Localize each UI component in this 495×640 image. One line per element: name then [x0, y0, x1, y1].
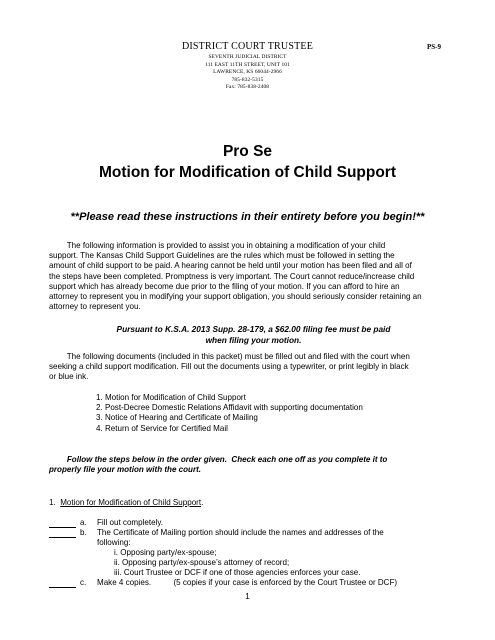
item-text: Make 4 copies. (5 copies if your case is enforced by the Court Trustee or DCF) — [97, 578, 398, 587]
sub-item: ii. Opposing party/ex-spouse’s attorney of record; — [114, 558, 290, 567]
list-item: 2. Post-Decree Domestic Relations Affidavit with supporting documentation — [96, 403, 363, 413]
item-text-continuation: following: — [97, 538, 131, 547]
list-item: 1. Motion for Modification of Child Support — [96, 393, 246, 402]
paragraph-line: support. The Kansas Child Support Guidelines are the rules which must be followed in setting the — [49, 251, 395, 261]
check-blank[interactable] — [49, 519, 76, 528]
paragraph-line: support which has already become due prior to the filing of your motion. If you can afford to hire an — [49, 281, 400, 291]
steps-line-2: properly file your motion with the court. — [49, 465, 202, 475]
address-line: LAWRENCE, KS 66044-2966 — [213, 69, 282, 75]
address-line: Fax: 785-838-2408 — [225, 84, 270, 90]
filing-fee-notice — [49, 324, 458, 345]
steps-line-1: Follow the steps below in the order given. Check each one off as you complete it to — [49, 455, 388, 464]
list-item: 4. Return of Service for Certified Mail — [96, 423, 228, 433]
title-line-1: Pro Se — [222, 143, 273, 160]
address-line: 785-832-5315 — [231, 76, 264, 83]
section-1-heading — [49, 498, 203, 507]
documents-paragraph — [49, 352, 458, 383]
check-blank[interactable] — [49, 529, 76, 538]
read-instructions-notice: **Please read these instructions in their entirety before you begin!** — [70, 211, 425, 223]
documents-list — [96, 393, 363, 434]
section-label: Motion for Modification of Child Support — [60, 498, 202, 507]
check-blank[interactable] — [49, 579, 76, 588]
form-code: PS-9 — [427, 43, 441, 51]
page-number: 1 — [245, 592, 250, 601]
address-line: SEVENTH JUDICIAL DISTRICT — [208, 54, 287, 60]
title-line-2: Motion for Modification of Child Support — [98, 164, 397, 181]
sub-item: iii. Court Trustee or DCF if one of those agencies enforces your case. — [114, 568, 361, 577]
item-letter: a. — [80, 518, 87, 527]
paragraph-line: The following documents (included in this packet) must be filled out and filed with the court when — [49, 352, 410, 361]
paragraph-line: attorney to represent you in modifying your support obligation, you should seriously consider retaining an — [49, 292, 422, 302]
steps-instructions — [49, 455, 469, 475]
item-letter: b. — [80, 528, 87, 537]
section-suffix: . — [201, 498, 204, 507]
paragraph-line: the steps have been completed. Promptness is very important. The Court cannot reduce/increase child — [49, 271, 415, 281]
paragraph-line: or blue ink. — [49, 372, 89, 382]
section-number: 1. — [49, 498, 56, 507]
paragraph-line: The following information is provided to assist you in obtaining a modification of your child — [49, 241, 386, 250]
paragraph-line: seeking a child support modification. Fill out the documents using a typewriter, or print legibly in black — [49, 362, 409, 372]
address-block — [0, 54, 495, 92]
fee-line-2: when filing your motion. — [205, 334, 302, 345]
page-title — [0, 141, 495, 183]
org-name: DISTRICT COURT TRUSTEE — [181, 41, 314, 52]
sub-item: i. Opposing party/ex-spouse; — [114, 548, 217, 557]
item-text: The Certificate of Mailing portion should include the names and addresses of the — [97, 528, 384, 537]
intro-paragraph — [49, 241, 458, 312]
list-item: 3. Notice of Hearing and Certificate of Mailing — [96, 413, 258, 423]
paragraph-line: amount of child support to be paid. A hearing cannot be held until your motion has been filed and all of — [49, 261, 412, 271]
fee-line-1: Pursuant to K.S.A. 2013 Supp. 28-179, a $62.00 filing fee must be paid — [116, 324, 391, 334]
paragraph-line: attorney to represent you. — [49, 302, 141, 312]
item-text: Fill out completely. — [97, 518, 164, 527]
address-line: 111 EAST 11TH STREET, UNIT 101 — [205, 61, 290, 68]
item-letter: c. — [80, 578, 87, 587]
